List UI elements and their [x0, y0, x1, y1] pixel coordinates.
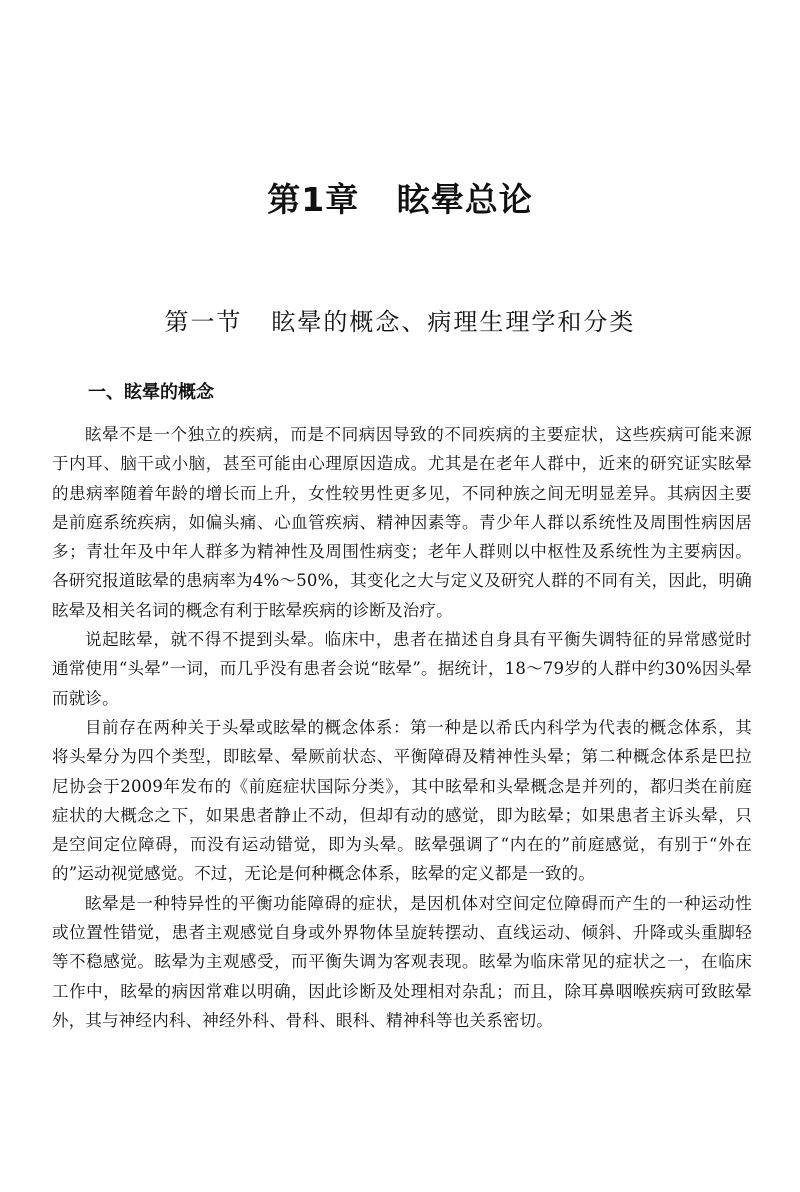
- chapter-title: 第1章 眩晕总论: [267, 180, 533, 219]
- paragraph: 眩晕不是一个独立的疾病，而是不同病因导致的不同疾病的主要症状，这些疾病可能来源于内耳、脑干或小脑，甚至可能由心理原因造成。尤其是在老年人群中，近来的研究证实眩晕的患病率随着年龄的增长而上升，女性较男性更多见，不同种族之间无明显差异。其病因主要是前庭系统疾病，如偏头痛、心血管疾病、精神因素等。青少年人群以系统性及周围性病因居多；青壮年及中年人群多为精神性及周围性病变；老年人群则以中枢性及系统性为主要病因。各研究报道眩晕的患病率为4%～50%，其变化之大与定义及研究人群的不同有关，因此，明确眩晕及相关名词的概念有利于眩晕疾病的诊断及治疗。: [52, 425, 752, 620]
- paragraph: 说起眩晕，就不得不提到头晕。临床中，患者在描述自身具有平衡失调特征的异常感觉时通常使用“头晕”一词，而几乎没有患者会说“眩晕”。据统计，18～79岁的人群中约30%因头晕而就诊。: [52, 630, 752, 708]
- subsection-title: 一、眩晕的概念: [88, 382, 214, 403]
- body-text: [52, 420, 752, 1035]
- section-title: 第一节 眩晕的概念、病理生理学和分类: [164, 308, 636, 336]
- paragraph: 目前存在两种关于头晕或眩晕的概念体系：第一种是以希氏内科学为代表的概念体系，其将头晕分为四个类型，即眩晕、晕厥前状态、平衡障碍及精神性头晕；第二种概念体系是巴拉尼协会于2009年发布的《前庭症状国际分类》，其中眩晕和头晕概念是并列的，都归类在前庭症状的大概念之下，如果患者静止不动，但却有动的感觉，即为眩晕；如果患者主诉头晕，只是空间定位障碍，而没有运动错觉，即为头晕。眩晕强调了“内在的”前庭感觉，有别于“外在的”运动视觉感觉。不过，无论是何种概念体系，眩晕的定义都是一致的。: [52, 717, 752, 884]
- paragraph: 眩晕是一种特异性的平衡功能障碍的症状，是因机体对空间定位障碍而产生的一种运动性或位置性错觉，患者主观感觉自身或外界物体呈旋转摆动、直线运动、倾斜、升降或头重脚轻等不稳感觉。眩晕为主观感受，而平衡失调为客观表现。眩晕为临床常见的症状之一，在临床工作中，眩晕的病因常难以明确，因此诊断及处理相对杂乱；而且，除耳鼻咽喉疾病可致眩晕外，其与神经内科、神经外科、骨科、眼科、精神科等也关系密切。: [52, 893, 752, 1030]
